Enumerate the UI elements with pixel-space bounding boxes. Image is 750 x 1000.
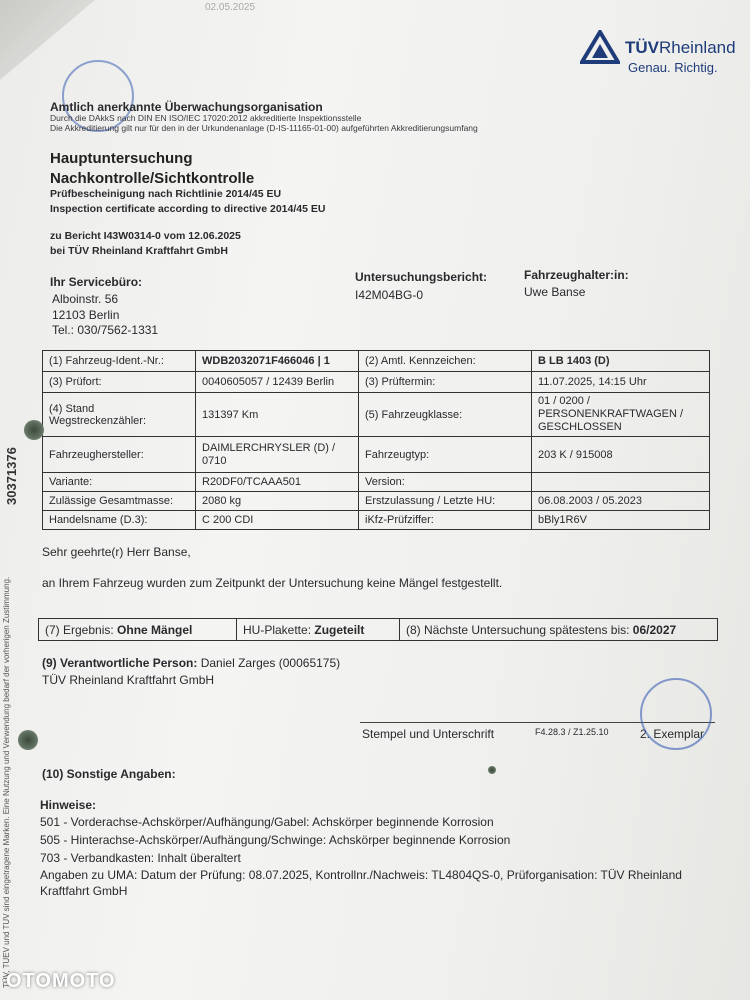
- watermark-date: 02.05.2025: [205, 2, 256, 13]
- punch-mark-small: [488, 766, 496, 774]
- table-row: [43, 437, 710, 473]
- accreditation-line-2: Die Akkreditierung gilt nur für den in der Urkundenanlage (D-IS-11165-01-00) aufgeführten Akkreditierungsumfang: [50, 123, 478, 133]
- table-row: [43, 511, 710, 530]
- tuv-logo-text: [625, 38, 736, 58]
- otomoto-watermark: OTOMOTO: [6, 970, 116, 992]
- title-hu: Hauptuntersuchung: [50, 150, 193, 167]
- responsible-company: TÜV Rheinland Kraftfahrt GmbH: [42, 673, 215, 687]
- side-document-number: 30371376: [4, 447, 19, 505]
- responsible-label: (9) Verantwortliche Person:: [42, 656, 198, 670]
- org-heading: Amtlich anerkannte Überwachungsorganisation: [50, 100, 323, 114]
- cell-value-variant: R20DF0/TCAAA501: [196, 473, 359, 492]
- result-box: [38, 618, 718, 641]
- cell-label: Fahrzeughersteller:: [43, 437, 196, 473]
- cell-label: (4) Stand Wegstreckenzähler:: [43, 393, 196, 437]
- cell-label: (3) Prüfort:: [43, 372, 196, 393]
- cell-value-mass: 2080 kg: [196, 492, 359, 511]
- signature-label: Stempel und Unterschrift: [362, 727, 495, 741]
- cell-value-location: 0040605057 / 12439 Berlin: [196, 372, 359, 393]
- class-line-2: PERSONENKRAFTWAGEN /: [538, 408, 684, 420]
- form-code: F4.28.3 / Z1.25.10: [535, 727, 609, 737]
- title-directive-en: Inspection certificate according to directive 2014/45 EU: [50, 203, 326, 215]
- next-inspection-label: (8) Nächste Untersuchung spätestens bis:: [406, 622, 630, 637]
- note-501: 501 - Vorderachse-Achskörper/Aufhängung/Gabel: Achskörper beginnende Korrosion: [40, 815, 494, 829]
- table-row: [43, 372, 710, 393]
- copy-label: 2. Exemplar: [640, 727, 705, 741]
- cell-label: (2) Amtl. Kennzeichen:: [359, 351, 532, 372]
- table-row: [43, 351, 710, 372]
- responsible-value: Daniel Zarges (00065175): [200, 656, 341, 670]
- cell-label: Version:: [359, 473, 532, 492]
- cell-value-version: [532, 473, 710, 492]
- note-uma-cont: Kraftfahrt GmbH: [40, 884, 128, 898]
- report-reference-org: bei TÜV Rheinland Kraftfahrt GmbH: [50, 245, 228, 257]
- cell-label: (5) Fahrzeugklasse:: [359, 393, 532, 437]
- side-legal-note: TÜV, TUEV und TUV sind eingetragene Marken. Eine Nutzung und Verwendung bedarf der vorherigen Zustimmung.: [2, 576, 11, 988]
- cell-value-type: 203 K / 915008: [532, 437, 710, 473]
- plakette-value: Zugeteilt: [314, 622, 365, 637]
- cell-label: (3) Prüftermin:: [359, 372, 532, 393]
- cell-value-odometer: 131397 Km: [196, 393, 359, 437]
- accreditation-line-1: Durch die DAkkS nach DIN EN ISO/IEC 17020:2012 akkreditierte Inspektionsstelle: [50, 113, 362, 123]
- punch-hole-upper: [24, 420, 44, 440]
- service-street: Alboinstr. 56: [52, 292, 119, 306]
- report-reference: zu Bericht I43W0314-0 vom 12.06.2025: [50, 230, 241, 242]
- cell-label: Handelsname (D.3):: [43, 511, 196, 530]
- next-inspection-value: 06/2027: [632, 622, 677, 637]
- owner-value: Uwe Banse: [524, 285, 586, 299]
- other-info-label: (10) Sonstige Angaben:: [42, 767, 176, 781]
- report-value: I42M04BG-0: [355, 288, 424, 302]
- notes-label: Hinweise:: [40, 798, 97, 812]
- cell-value-vin: WDB2032071F466046 | 1: [196, 351, 359, 372]
- cell-value-plate: B LB 1403 (D): [532, 351, 710, 372]
- table-row: [43, 492, 710, 511]
- stamp-signature: [640, 678, 712, 750]
- punch-hole-lower: [18, 730, 38, 750]
- service-label: Ihr Servicebüro:: [50, 275, 143, 289]
- cell-label: Erstzulassung / Letzte HU:: [359, 492, 532, 511]
- plakette-label: HU-Plakette:: [243, 622, 312, 637]
- title-directive-de: Prüfbescheinigung nach Richtlinie 2014/45 EU: [50, 188, 282, 200]
- manufacturer-line-2: 0710: [202, 454, 227, 467]
- manufacturer-line-1: DAIMLERCHRYSLER (D) /: [202, 441, 336, 454]
- vehicle-data-table: [42, 350, 710, 530]
- cell-value-registration: 06.08.2003 / 05.2023: [532, 492, 710, 511]
- service-tel: Tel.: 030/7562-1331: [52, 323, 159, 337]
- cell-value-checkdigit: bBly1R6V: [532, 511, 710, 530]
- cell-value-manufacturer: [196, 437, 359, 473]
- cell-value-tradename: C 200 CDI: [196, 511, 359, 530]
- cell-label: iKfz-Prüfziffer:: [359, 511, 532, 530]
- logo-brand-bold: TÜV: [625, 38, 659, 57]
- letter-body: an Ihrem Fahrzeug wurden zum Zeitpunkt der Untersuchung keine Mängel festgestellt.: [42, 576, 503, 590]
- owner-label: Fahrzeughalter:in:: [524, 268, 629, 282]
- cell-label: (1) Fahrzeug-Ident.-Nr.:: [43, 351, 196, 372]
- next-inspection-cell: [400, 619, 718, 641]
- logo-brand-rest: Rheinland: [659, 38, 736, 57]
- logo-tagline: Genau. Richtig.: [628, 60, 718, 75]
- cell-value-class: [532, 393, 710, 437]
- greeting: Sehr geehrte(r) Herr Banse,: [42, 545, 191, 559]
- plakette-cell: [237, 619, 400, 641]
- table-row: [43, 473, 710, 492]
- result-row: [39, 619, 718, 641]
- cell-label: Variante:: [43, 473, 196, 492]
- tuv-triangle-icon: [580, 30, 620, 64]
- result-label: (7) Ergebnis:: [45, 622, 114, 637]
- report-label: Untersuchungsbericht:: [355, 270, 488, 284]
- note-505: 505 - Hinterachse-Achskörper/Aufhängung/Schwinge: Achskörper beginnende Korrosion: [40, 833, 511, 847]
- class-line-3: GESCHLOSSEN: [538, 421, 622, 433]
- service-city: 12103 Berlin: [52, 308, 120, 322]
- result-value: Ohne Mängel: [117, 622, 193, 637]
- cell-label: Fahrzeugtyp:: [359, 437, 532, 473]
- cell-label: Zulässige Gesamtmasse:: [43, 492, 196, 511]
- class-line-1: 01 / 0200 /: [538, 395, 590, 407]
- note-uma: Angaben zu UMA: Datum der Prüfung: 08.07.2025, Kontrollnr./Nachweis: TL4804QS-0, Prüforganisation: TÜV Rheinland: [40, 868, 682, 882]
- result-cell: [39, 619, 237, 641]
- table-row: [43, 393, 710, 437]
- note-703: 703 - Verbandkasten: Inhalt überaltert: [40, 851, 241, 865]
- cell-value-date: 11.07.2025, 14:15 Uhr: [532, 372, 710, 393]
- title-nachkontrolle: Nachkontrolle/Sichtkontrolle: [50, 170, 255, 187]
- responsible-line: [42, 656, 340, 670]
